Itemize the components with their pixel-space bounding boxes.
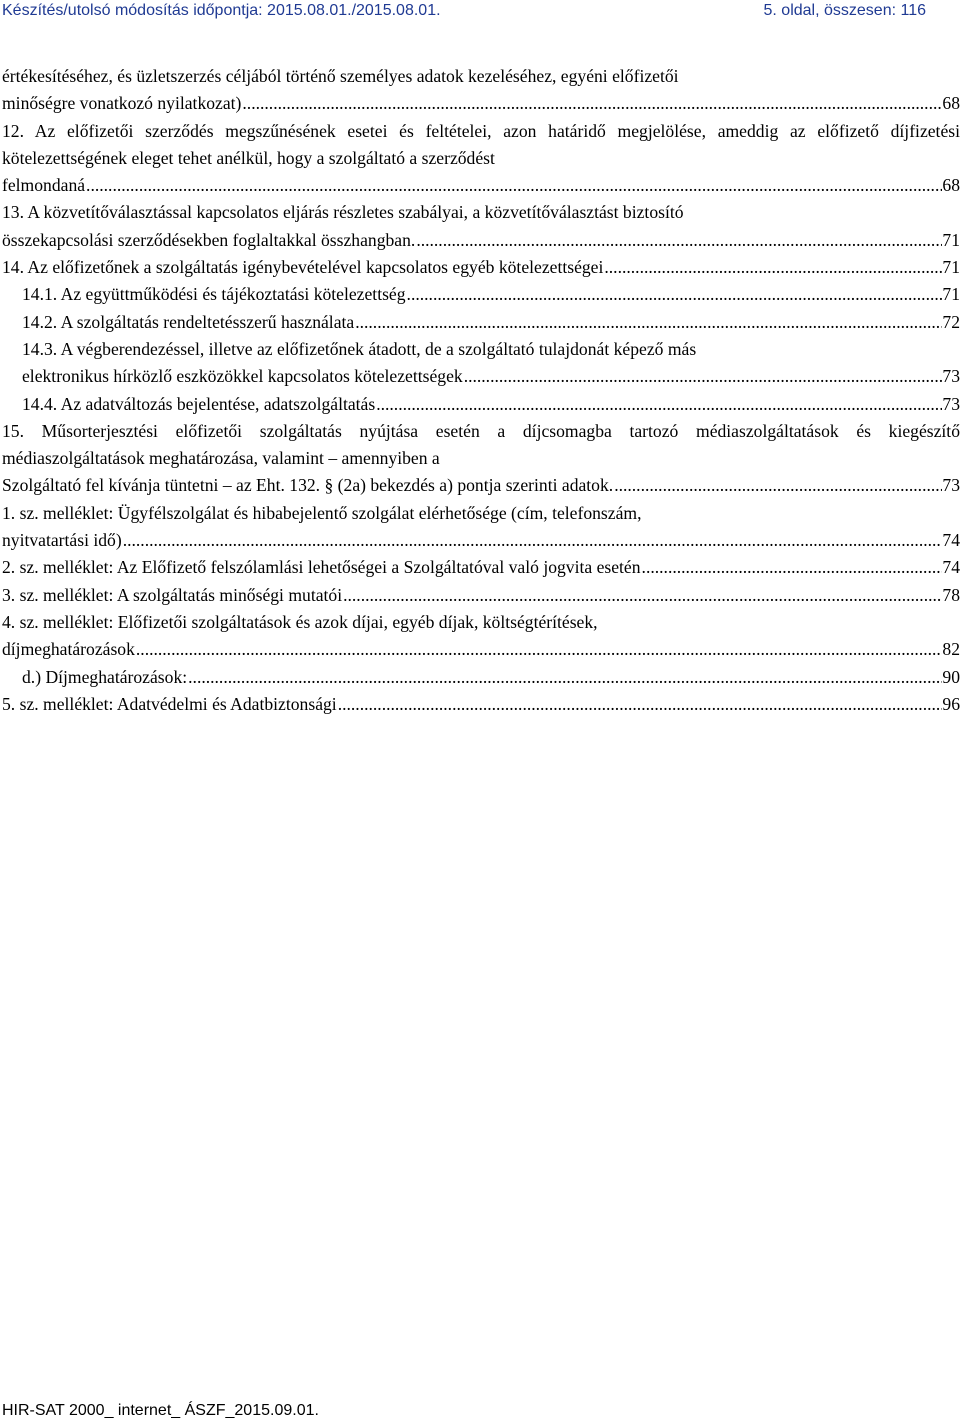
toc-entry-lead: 4. sz. melléklet: Előfizetői szolgáltatások és azok díjai, egyéb díjak, költségtérítések, [2, 611, 598, 632]
toc-entry-title: d.) Díjmeghatározások: [22, 666, 188, 687]
leader-dots [464, 363, 943, 390]
leader-dots [188, 664, 942, 691]
toc-entry[interactable] [2, 391, 960, 418]
toc-entry-title: összekapcsolási szerződésekben foglaltakkal összhangban. [2, 229, 416, 250]
toc-entry-lead: 1. sz. melléklet: Ügyfélszolgálat és hibabejelentő szolgálat elérhetősége (cím, telefonszám, [2, 502, 642, 523]
leader-dots [614, 472, 942, 499]
toc-entry-page: 71 [942, 229, 960, 250]
leader-dots [123, 527, 943, 554]
toc-entry[interactable] [2, 63, 960, 118]
toc-entry[interactable] [2, 118, 960, 200]
toc-entry-page: 82 [942, 639, 960, 660]
leader-dots [338, 691, 943, 718]
toc-entry[interactable] [2, 664, 960, 691]
toc-entry-page: 78 [942, 584, 960, 605]
toc-entry-page: 90 [942, 666, 960, 687]
modification-date: Készítés/utolsó módosítás időpontja: 2015.08.01./2015.08.01. [2, 2, 441, 19]
toc-entry-page: 71 [942, 257, 960, 278]
leader-dots [136, 636, 943, 663]
toc-entry[interactable] [2, 691, 960, 718]
toc-entry-title: elektronikus hírközlő eszközökkel kapcsolatos kötelezettségek [22, 366, 463, 387]
leader-dots [355, 309, 942, 336]
toc-entry-lead: 15. Műsorterjesztési előfizetői szolgáltatás nyújtása esetén a díjcsomagba tartozó médiaszolgáltatások és kiegészítő médiaszolgáltatások meghatározása, valamint – amennyiben a [2, 420, 960, 469]
toc-entry-title: 3. sz. melléklet: A szolgáltatás minőségi mutatói [2, 584, 343, 605]
table-of-contents [2, 63, 960, 718]
toc-entry-page: 68 [942, 175, 960, 196]
toc-entry-page: 96 [942, 693, 960, 714]
toc-entry[interactable] [2, 336, 960, 391]
leader-dots [242, 90, 942, 117]
toc-entry-title: nyitvatartási idő) [2, 530, 122, 551]
leader-dots [376, 391, 942, 418]
page-header [2, 0, 926, 22]
toc-entry[interactable] [2, 554, 960, 581]
leader-dots [407, 281, 943, 308]
toc-entry[interactable] [2, 609, 960, 664]
toc-entry-page: 73 [942, 393, 960, 414]
toc-entry-lead: értékesítéséhez, és üzletszerzés céljából történő személyes adatok kezeléséhez, egyéni előfizetői [2, 66, 679, 86]
toc-entry-title: Szolgáltató fel kívánja tüntetni – az Eht. 132. § (2a) bekezdés a) pontja szerinti adatok. [2, 475, 614, 496]
toc-entry-title: 14. Az előfizetőnek a szolgáltatás igénybevételével kapcsolatos egyéb kötelezettségei [2, 257, 604, 278]
toc-entry-title: díjmeghatározások [2, 639, 135, 660]
toc-entry[interactable] [2, 254, 960, 281]
leader-dots [604, 254, 942, 281]
toc-entry-title: felmondaná [2, 175, 86, 196]
page-counter: 5. oldal, összesen: 116 [763, 2, 926, 19]
leader-dots [416, 227, 942, 254]
leader-dots [642, 554, 943, 581]
toc-entry-page: 73 [942, 475, 960, 496]
toc-entry-page: 71 [942, 284, 960, 305]
toc-entry-page: 72 [942, 311, 960, 332]
toc-entry-title: 14.2. A szolgáltatás rendeltetésszerű használata [22, 311, 355, 332]
toc-entry-page: 74 [942, 557, 960, 578]
toc-entry[interactable] [2, 281, 960, 308]
toc-entry-title: 14.1. Az együttműködési és tájékoztatási kötelezettség [22, 284, 406, 305]
toc-entry[interactable] [2, 199, 960, 254]
toc-entry[interactable] [2, 582, 960, 609]
toc-entry-title: 5. sz. melléklet: Adatvédelmi és Adatbiztonsági [2, 693, 337, 714]
toc-entry[interactable] [2, 500, 960, 555]
toc-entry-page: 74 [942, 530, 960, 551]
toc-entry-page: 73 [942, 366, 960, 387]
toc-entry-title: 2. sz. melléklet: Az Előfizető felszólamlási lehetőségei a Szolgáltatóval való jogvita esetén [2, 557, 641, 578]
toc-entry-lead: 13. A közvetítőválasztással kapcsolatos eljárás részletes szabályai, a közvetítőválasztást biztosító [2, 202, 684, 223]
leader-dots [86, 172, 942, 199]
leader-dots [343, 582, 942, 609]
toc-entry-title: minőségre vonatkozó nyilatkozat) [2, 93, 242, 114]
toc-entry-lead: 12. Az előfizetői szerződés megszűnésének esetei és feltételei, azon határidő megjelölése, ameddig az előfizető díjfizetési kötelezettségének eleget tehet anélkül, hogy a szolgáltató a szerződést [2, 120, 960, 168]
toc-entry-page: 68 [942, 93, 960, 114]
page-footer: HIR-SAT 2000_ internet_ ÁSZF_2015.09.01. [2, 1402, 319, 1419]
toc-entry-lead: 14.3. A végberendezéssel, illetve az előfizetőnek átadott, de a szolgáltató tulajdonát képező más [22, 338, 697, 359]
toc-entry[interactable] [2, 418, 960, 500]
toc-entry-title: 14.4. Az adatváltozás bejelentése, adatszolgáltatás [22, 393, 376, 414]
toc-entry[interactable] [2, 309, 960, 336]
